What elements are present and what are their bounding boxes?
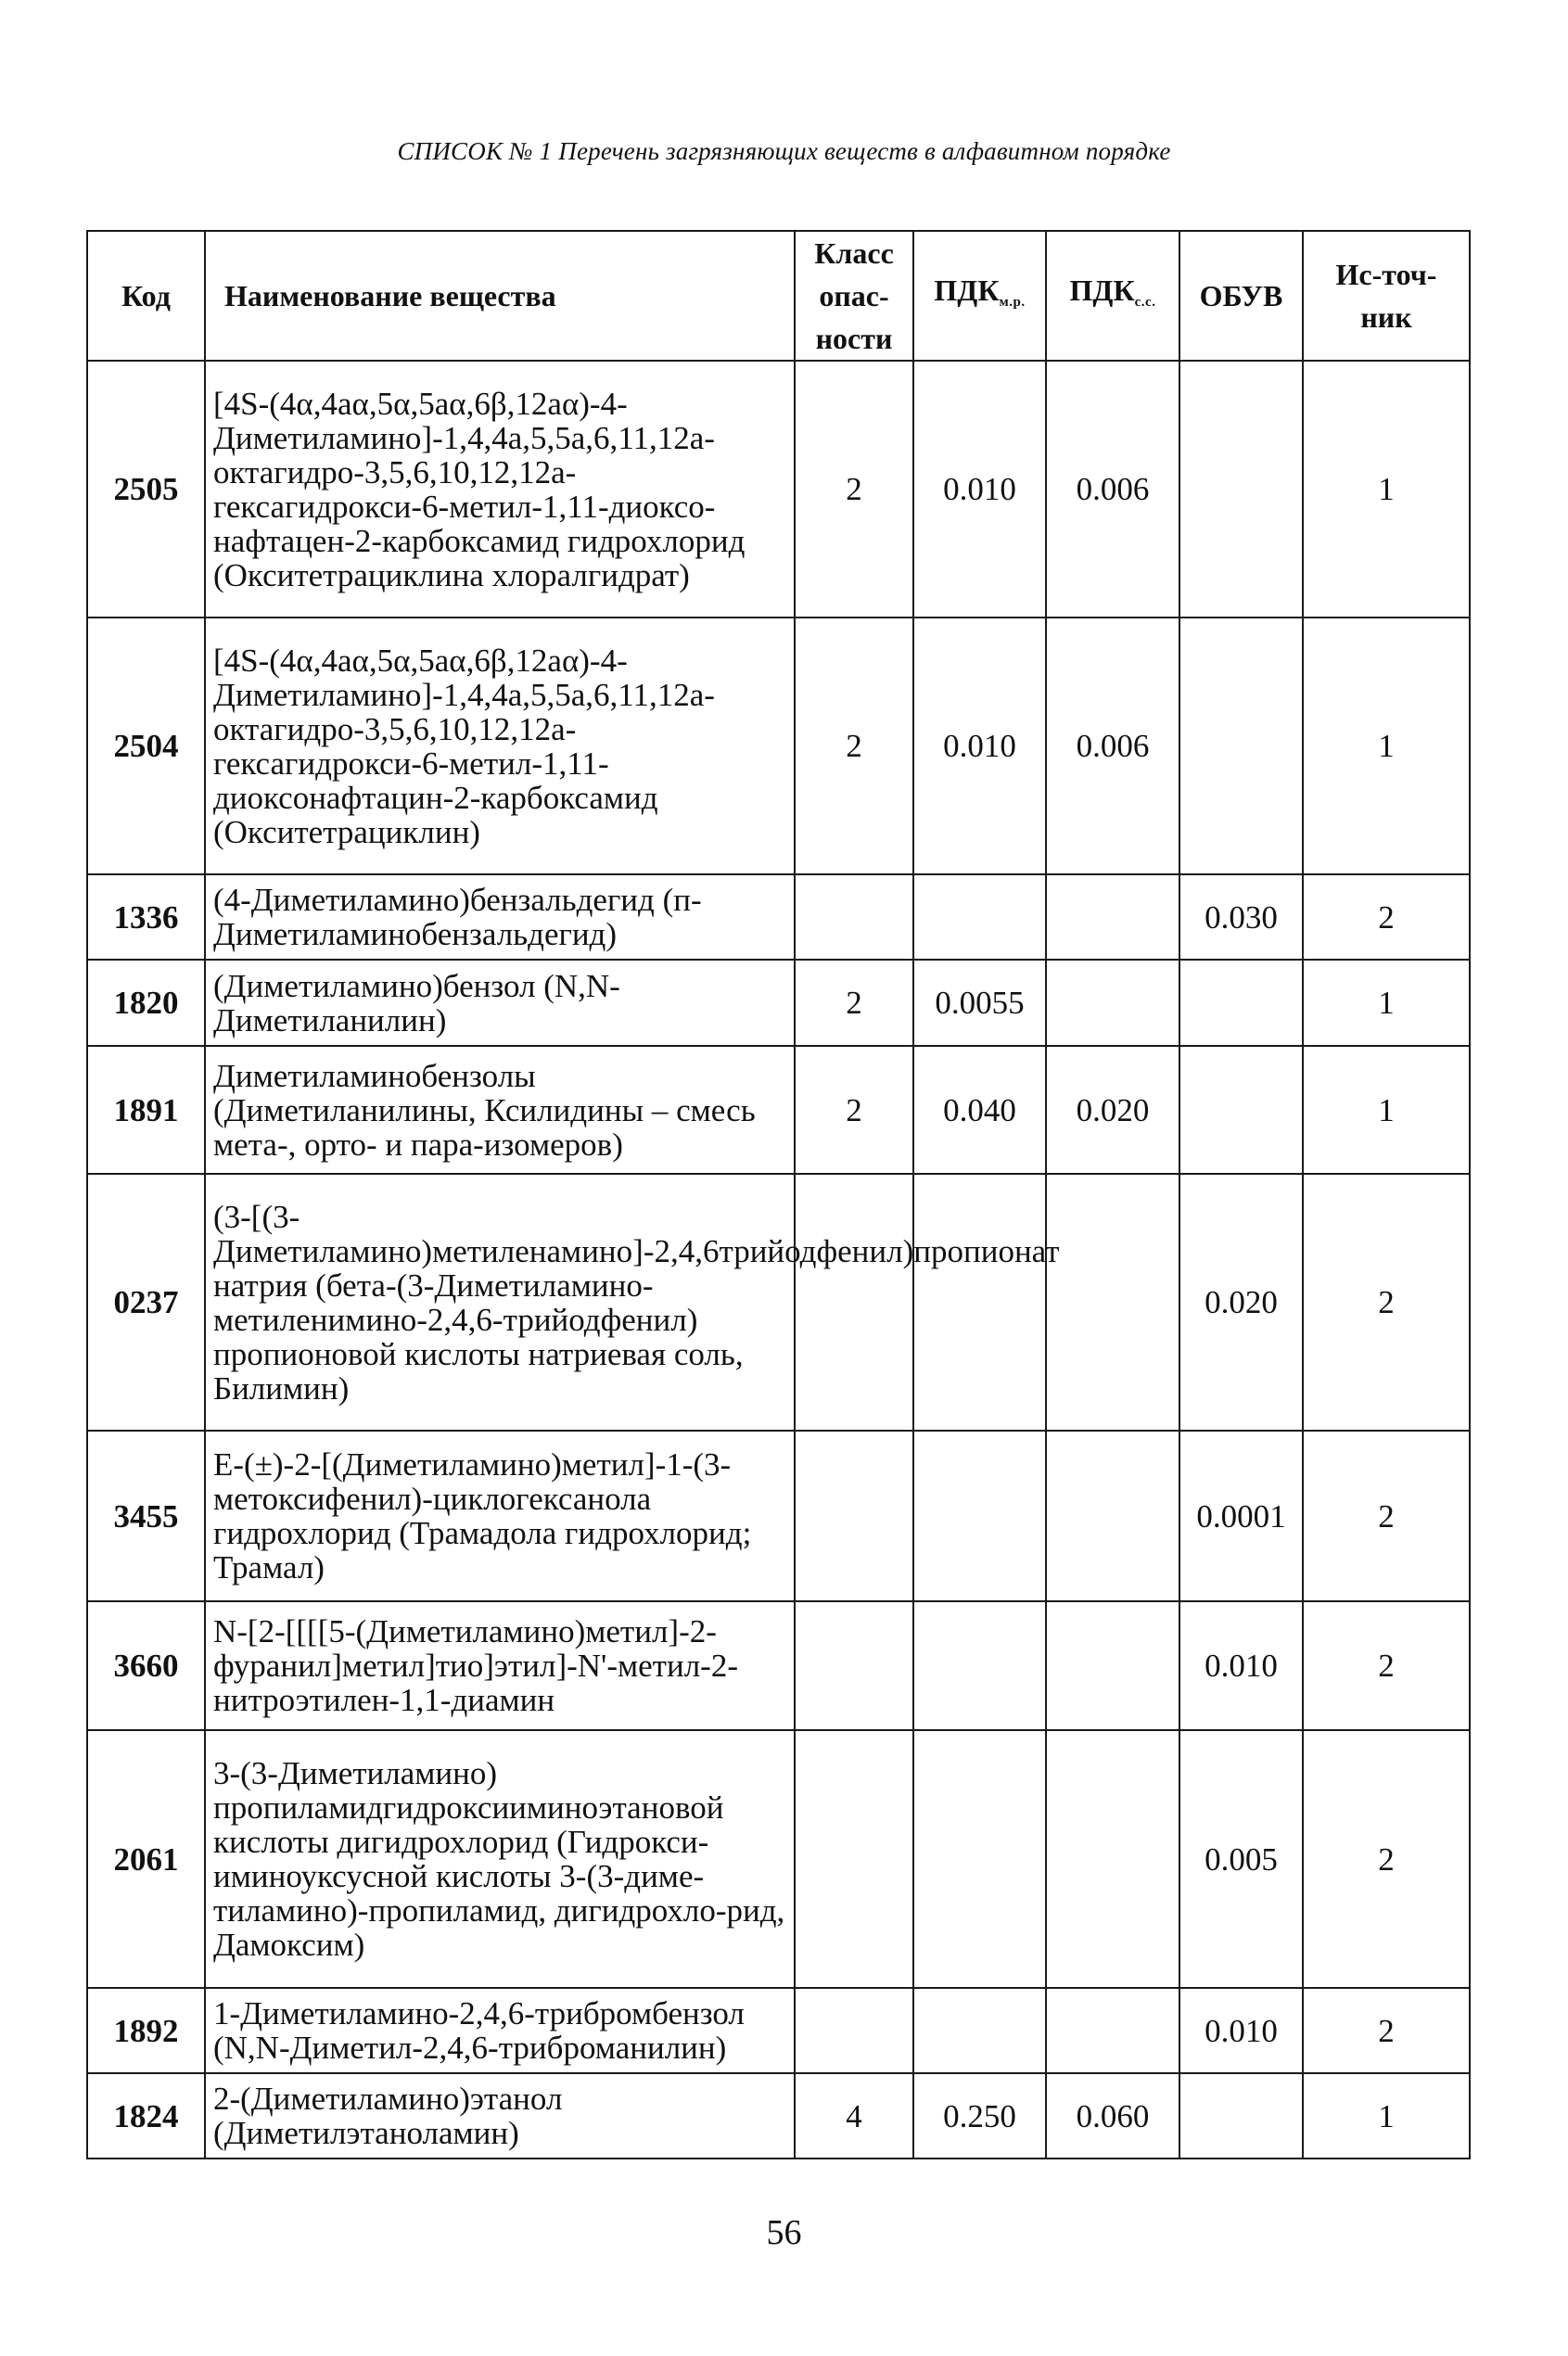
- row-code: 1824: [87, 2073, 205, 2159]
- row-name: N-[2-[[[[5-(Диметиламино)метил]-2-фуранил]метил]тио]этил]-N'-метил-2-нитроэтилен-1,1-диамин: [205, 1601, 795, 1730]
- row-pdk-ss: 0.060: [1046, 2073, 1179, 2159]
- row-code: 2504: [87, 618, 205, 874]
- row-pdk-ss: [1046, 960, 1179, 1046]
- row-pdk-ss: [1046, 1730, 1179, 1988]
- row-name: 3-(3-Диметиламино) пропиламидгидроксииминоэтановой кислоты дигидрохлорид (Гидрокси-иминоуксусной кислоты 3-(3-диме-тиламино)-пропиламид, дигидрохло-рид, Дамоксим): [205, 1730, 795, 1988]
- row-obuv: 0.030: [1179, 874, 1303, 960]
- pdk-mr-label: ПДК: [934, 273, 1000, 307]
- row-pdk-mr: [913, 1988, 1046, 2073]
- row-code: 1820: [87, 960, 205, 1046]
- pdk-mr-subscript: м.р.: [999, 294, 1026, 310]
- row-name: (4-Диметиламино)бензальдегид (п-Диметиламинобензальдегид): [205, 874, 795, 960]
- row-name: [4S-(4α,4аα,5α,5аα,6β,12аα)-4-Диметиламино]-1,4,4а,5,5а,6,11,12а-октагидро-3,5,6,10,12,12а-гексагидрокси-6-метил-1,11-диоксонафтацин-2-карбоксамид (Окситетрациклин): [205, 618, 795, 874]
- row-source: 2: [1303, 1601, 1470, 1730]
- row-obuv: 0.005: [1179, 1730, 1303, 1988]
- row-pdk-ss: [1046, 1431, 1179, 1601]
- row-hazard-class: [795, 1988, 913, 2073]
- row-pdk-mr: [913, 874, 1046, 960]
- substances-table: [86, 230, 1471, 2159]
- column-header-source: Ис-точ-ник: [1303, 231, 1470, 361]
- row-source: 2: [1303, 1174, 1470, 1431]
- row-hazard-class: 2: [795, 1046, 913, 1174]
- row-name: (3-[(3-Диметиламино)метиленамино]-2,4,6трийодфенил)пропионат натрия (бета-(3-Диметиламино-метиленимино-2,4,6-трийодфенил) пропионовой кислоты натриевая соль, Билимин): [205, 1174, 795, 1431]
- row-hazard-class: [795, 1601, 913, 1730]
- row-source: 1: [1303, 2073, 1470, 2159]
- table-row: [87, 960, 1470, 1046]
- table-row: [87, 1730, 1470, 1988]
- row-pdk-ss: [1046, 1601, 1179, 1730]
- row-obuv: 0.0001: [1179, 1431, 1303, 1601]
- row-pdk-ss: [1046, 1174, 1179, 1431]
- table-row: [87, 1601, 1470, 1730]
- row-code: 3660: [87, 1601, 205, 1730]
- row-hazard-class: [795, 874, 913, 960]
- column-header-name: Наименование вещества: [205, 231, 795, 361]
- row-obuv: 0.020: [1179, 1174, 1303, 1431]
- row-obuv: 0.010: [1179, 1601, 1303, 1730]
- row-hazard-class: 4: [795, 2073, 913, 2159]
- row-source: 2: [1303, 1431, 1470, 1601]
- row-name: Диметиламинобензолы (Диметиланилины, Ксилидины – смесь мета-, орто- и пара-изомеров): [205, 1046, 795, 1174]
- row-source: 1: [1303, 960, 1470, 1046]
- row-source: 2: [1303, 1730, 1470, 1988]
- row-pdk-ss: 0.020: [1046, 1046, 1179, 1174]
- page-title: СПИСОК № 1 Перечень загрязняющих веществ в алфавитном порядке: [397, 137, 1171, 165]
- pdk-ss-subscript: с.с.: [1134, 294, 1156, 310]
- row-pdk-ss: 0.006: [1046, 618, 1179, 874]
- row-hazard-class: [795, 1431, 913, 1601]
- row-pdk-mr: 0.010: [913, 361, 1046, 618]
- row-code: 0237: [87, 1174, 205, 1431]
- row-name: E-(±)-2-[(Диметиламино)метил]-1-(3-метоксифенил)-циклогексанола гидрохлорид (Трамадола гидрохлорид; Трамал): [205, 1431, 795, 1601]
- row-obuv: [1179, 361, 1303, 618]
- table-row: [87, 361, 1470, 618]
- row-source: 2: [1303, 1988, 1470, 2073]
- column-header-pdk-ss: [1046, 231, 1179, 361]
- row-code: 2061: [87, 1730, 205, 1988]
- row-hazard-class: [795, 1730, 913, 1988]
- table-row: [87, 2073, 1470, 2159]
- table-row: [87, 874, 1470, 960]
- page-number: 56: [766, 2213, 802, 2252]
- row-name: (Диметиламино)бензол (N,N-Диметиланилин): [205, 960, 795, 1046]
- row-pdk-mr: [913, 1601, 1046, 1730]
- table-row: [87, 1046, 1470, 1174]
- column-header-pdk-mr: [913, 231, 1046, 361]
- column-header-hazard-class: Класс опас-ности: [795, 231, 913, 361]
- row-obuv: [1179, 1046, 1303, 1174]
- row-obuv: 0.010: [1179, 1988, 1303, 2073]
- column-header-code: Код: [87, 231, 205, 361]
- row-hazard-class: 2: [795, 361, 913, 618]
- pdk-ss-label: ПДК: [1069, 273, 1135, 307]
- row-pdk-mr: 0.250: [913, 2073, 1046, 2159]
- row-code: 1336: [87, 874, 205, 960]
- table-header-row: [87, 231, 1470, 361]
- table-row: [87, 1988, 1470, 2073]
- table-row: [87, 618, 1470, 874]
- row-code: 1891: [87, 1046, 205, 1174]
- column-header-obuv: ОБУВ: [1179, 231, 1303, 361]
- row-hazard-class: 2: [795, 960, 913, 1046]
- row-source: 1: [1303, 1046, 1470, 1174]
- row-pdk-mr: 0.040: [913, 1046, 1046, 1174]
- row-obuv: [1179, 2073, 1303, 2159]
- row-pdk-mr: [913, 1174, 1046, 1431]
- table-row: [87, 1174, 1470, 1431]
- row-code: 1892: [87, 1988, 205, 2073]
- row-hazard-class: [795, 1174, 913, 1431]
- row-pdk-ss: [1046, 874, 1179, 960]
- row-obuv: [1179, 960, 1303, 1046]
- row-obuv: [1179, 618, 1303, 874]
- table-row: [87, 1431, 1470, 1601]
- row-pdk-mr: [913, 1431, 1046, 1601]
- row-pdk-ss: [1046, 1988, 1179, 2073]
- row-name: 2-(Диметиламино)этанол (Диметилэтаноламин): [205, 2073, 795, 2159]
- row-pdk-mr: 0.010: [913, 618, 1046, 874]
- row-hazard-class: 2: [795, 618, 913, 874]
- row-pdk-ss: 0.006: [1046, 361, 1179, 618]
- row-source: 1: [1303, 361, 1470, 618]
- row-name: [4S-(4α,4аα,5α,5аα,6β,12аα)-4-Диметиламино]-1,4,4а,5,5а,6,11,12а-октагидро-3,5,6,10,12,12а-гексагидрокси-6-метил-1,11-диоксо-нафтацен-2-карбоксамид гидрохлорид (Окситетрациклина хлоралгидрат): [205, 361, 795, 618]
- row-name: 1-Диметиламино-2,4,6-трибромбензол (N,N-Диметил-2,4,6-триброманилин): [205, 1988, 795, 2073]
- row-source: 2: [1303, 874, 1470, 960]
- row-code: 3455: [87, 1431, 205, 1601]
- row-code: 2505: [87, 361, 205, 618]
- row-pdk-mr: [913, 1730, 1046, 1988]
- row-pdk-mr: 0.0055: [913, 960, 1046, 1046]
- row-source: 1: [1303, 618, 1470, 874]
